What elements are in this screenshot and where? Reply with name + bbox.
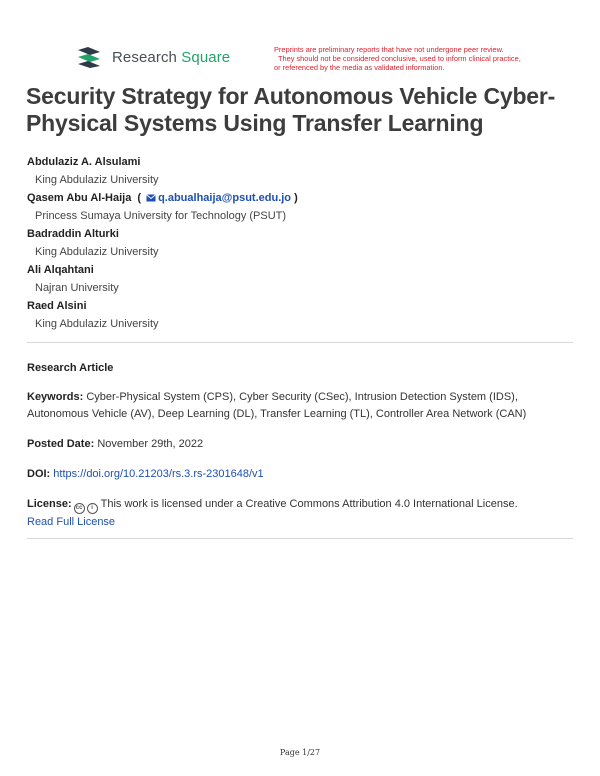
author-affiliation: Najran University [35,282,119,294]
doi-label: DOI: [27,468,51,480]
license-label: License: [27,498,72,510]
author-affiliation: King Abdulaziz University [35,246,159,258]
author-name: Abdulaziz A. Alsulami [27,156,141,168]
paper-title: Security Strategy for Autonomous Vehicle Cyber-Physical Systems Using Transfer Learning [26,83,556,136]
posted-date-label: Posted Date: [27,438,95,450]
doi-link[interactable]: https://doi.org/10.21203/rs.3.rs-2301648/v1 [53,468,264,480]
posted-date: November 29th, 2022 [97,438,204,450]
research-square-logo-icon [76,46,104,68]
posted-date-section [27,436,575,453]
disclaimer-line: or referenced by the media as validated information. [274,62,445,72]
keywords-line: Cyber-Physical System (CPS), Cyber Security (CSec), Intrusion Detection System (IDS), [86,391,518,403]
email-link[interactable]: q.abualhaija@psut.edu.jo [158,192,292,204]
preprint-disclaimer [274,46,574,72]
license-section [27,496,575,531]
keywords-label: Keywords: [27,391,84,403]
author-affiliation: Princess Sumaya University for Technology (PSUT) [35,210,287,222]
page-number: Page 1/27 [279,748,321,757]
author-name: Ali Alqahtani [27,264,94,276]
author-name: Raed Alsini [27,300,87,312]
research-square-logo[interactable] [76,46,230,68]
article-type: Research Article [27,362,114,374]
author-name: Badraddin Alturki [27,228,119,240]
cc-icons [74,503,98,514]
doi-section [27,466,575,483]
license-text: This work is licensed under a Creative Commons Attribution 4.0 International License. [100,498,518,510]
author-list [27,153,572,333]
keywords-section [27,389,575,423]
author-affiliation: King Abdulaziz University [35,318,159,330]
divider [27,342,573,343]
author-name-text: Qasem Abu Al-Haija [27,192,132,204]
divider [27,538,573,539]
logo-text: Research Square [112,48,231,66]
creative-commons-icon: cc [74,503,85,514]
attribution-icon: i [87,503,98,514]
keywords-line: Autonomous Vehicle (AV), Deep Learning (DL), Transfer Learning (TL), Controller Area Network (CAN) [27,408,527,420]
disclaimer-line: Preprints are preliminary reports that have not undergone peer review. [274,45,504,54]
author-name-corresponding [27,189,572,207]
author-affiliation: King Abdulaziz University [35,174,159,186]
email-wrapper: ( q.abualhaija@psut.edu.jo ) [137,192,298,204]
read-full-license-link[interactable]: Read Full License [27,516,116,528]
disclaimer-line: They should not be considered conclusive, used to inform clinical practice, [278,53,521,63]
envelope-icon [146,194,156,202]
